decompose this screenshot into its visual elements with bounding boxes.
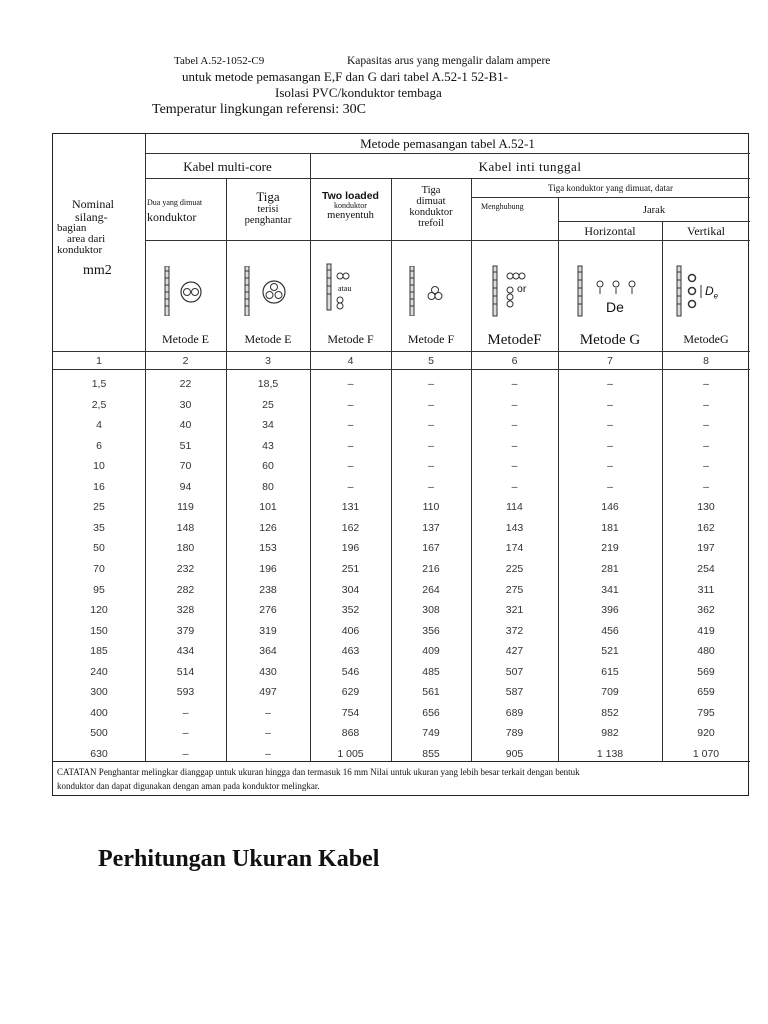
ampacity-cell: 341 [601, 583, 619, 596]
ampacity-cell: 593 [176, 686, 195, 699]
ampacity-cell: 80 [262, 480, 274, 493]
ampacity-cell: – [347, 480, 354, 493]
ampacity-cell: – [347, 398, 354, 411]
ampacity-cell: 308 [422, 604, 440, 617]
ampacity-cell: 251 [341, 562, 360, 575]
ampacity-cell: 216 [422, 562, 440, 575]
ampacity-cell: 264 [422, 583, 440, 596]
cross-section-cell: 400 [90, 706, 108, 719]
col3-label [226, 190, 310, 226]
table-row [53, 539, 750, 559]
table-row [53, 437, 750, 457]
or-label: or [517, 283, 527, 295]
ampacity-cell: 225 [505, 562, 524, 575]
ampacity-cell: 480 [697, 645, 715, 658]
ampacity-cell: 1 070 [692, 747, 720, 760]
three-touching-flat-icon [491, 264, 551, 324]
ampacity-cell: 920 [697, 727, 715, 740]
or-label: atau [338, 284, 352, 293]
caption-line-4: Temperatur lingkungan referensi: 30C [152, 102, 367, 117]
ampacity-cell: – [182, 747, 189, 760]
col1-label-line: silang- [75, 210, 108, 224]
ampacity-table [52, 133, 749, 796]
ampacity-cell: 615 [601, 665, 619, 678]
ampacity-cell: 276 [259, 604, 277, 617]
ampacity-cell: 40 [179, 419, 192, 432]
ampacity-cell: – [428, 460, 434, 473]
grid-line [558, 221, 750, 222]
ampacity-cell: – [511, 419, 518, 432]
cross-section-cell: 300 [90, 686, 108, 699]
caption-line-3: Isolasi PVC/konduktor tembaga [275, 85, 442, 100]
group-header: Metode pemasangan tabel A.52-1 [360, 136, 535, 151]
ampacity-cell: 328 [176, 604, 195, 617]
ampacity-cell: 51 [179, 439, 192, 452]
ampacity-cell: 319 [259, 624, 277, 637]
vertical-header: Vertikal [687, 224, 725, 238]
ampacity-cell: – [347, 439, 354, 452]
ampacity-cell: – [428, 419, 434, 432]
ampacity-cell: 196 [259, 562, 277, 575]
ampacity-cell: 855 [422, 747, 440, 760]
ampacity-cell: 396 [601, 604, 619, 617]
ampacity-cell: 561 [422, 686, 440, 699]
ampacity-cell: 689 [505, 706, 524, 719]
col1-label-line: Nominal [72, 197, 114, 211]
table-row [53, 683, 750, 703]
col6-label: Menghubung [481, 202, 524, 211]
table-row [53, 519, 750, 539]
method-label: Metode G [579, 332, 641, 348]
two-touching-single-core-drawing [325, 262, 380, 322]
column-number: 5 [428, 355, 434, 367]
col1-label-line: bagian [57, 222, 87, 234]
grid-line [145, 240, 750, 241]
ampacity-cell: 304 [341, 583, 360, 596]
ampacity-cell: 497 [259, 686, 277, 699]
col5-label-line: dimuat [416, 196, 446, 207]
col1-label-line: area dari [67, 233, 106, 245]
ampacity-cell: 94 [179, 480, 192, 493]
col4-label-line: konduktor [334, 201, 367, 210]
three-core-cable-icon [243, 266, 293, 316]
col5-label [391, 185, 471, 229]
ampacity-cell: 146 [601, 501, 619, 514]
ampacity-cell: 131 [341, 501, 360, 514]
table-row [53, 498, 750, 518]
col4-label-line: Two loaded [322, 190, 379, 202]
table-row [53, 642, 750, 662]
table-row [53, 704, 750, 724]
ampacity-cell: 126 [259, 521, 277, 534]
ampacity-cell: – [265, 727, 271, 740]
ampacity-cell: 137 [422, 521, 440, 534]
ampacity-cell: 43 [262, 439, 274, 452]
ampacity-cell: – [607, 419, 613, 432]
table-note [57, 765, 747, 793]
col4-label [310, 191, 391, 221]
ampacity-cell: 153 [259, 542, 277, 555]
ampacity-cell: – [511, 378, 518, 390]
ampacity-cell: – [703, 439, 709, 452]
ampacity-cell: 197 [697, 542, 715, 555]
ampacity-cell: – [511, 439, 518, 452]
ampacity-cell: 114 [506, 501, 523, 514]
table-row [53, 457, 750, 477]
ampacity-cell: – [511, 480, 518, 493]
table-row [53, 745, 750, 765]
ampacity-cell: 238 [259, 583, 277, 596]
ampacity-cell: 406 [341, 624, 360, 637]
cross-section-cell: 185 [90, 645, 108, 658]
ampacity-cell: – [182, 706, 189, 719]
ampacity-cell: – [511, 398, 518, 411]
ampacity-cell: 162 [697, 521, 715, 534]
grid-line [145, 153, 750, 154]
ampacity-cell: 430 [259, 665, 277, 678]
cross-section-cell: 10 [93, 460, 105, 473]
ampacity-cell: 143 [505, 521, 524, 534]
ampacity-cell: 463 [341, 645, 360, 658]
ampacity-cell: – [607, 398, 613, 411]
ampacity-cell: – [607, 480, 613, 493]
three-loaded-flat-header: Tiga konduktor yang dimuat, datar [548, 183, 673, 193]
trefoil-single-core-icon [408, 266, 458, 316]
single-core-header: Kabel inti tunggal [478, 159, 582, 174]
ampacity-cell: 281 [601, 562, 619, 575]
method-label: Metode F [407, 332, 455, 346]
spaced-horizontal-icon [576, 264, 656, 324]
ampacity-cell: 119 [177, 501, 194, 514]
cross-section-cell: 630 [90, 747, 108, 760]
table-row [53, 622, 750, 642]
caption-line-2: untuk metode pemasangan E,F dan G dari tabel A.52-1 52-B1- [182, 69, 509, 84]
cross-section-cell: 4 [96, 419, 102, 432]
ampacity-cell: 754 [341, 706, 360, 719]
method-label: MetodeG [683, 332, 729, 346]
column-number: 2 [182, 355, 189, 367]
col5-label-line: Tiga [421, 185, 441, 196]
ampacity-cell: – [703, 419, 709, 432]
table-reference: Tabel A.52-1052-C9 [174, 55, 265, 67]
ampacity-cell: 852 [601, 706, 619, 719]
ampacity-cell: – [703, 460, 709, 473]
ampacity-cell: 1 005 [337, 747, 364, 760]
ampacity-cell: 101 [259, 501, 277, 514]
ampacity-cell: 196 [341, 542, 360, 555]
col1-label [55, 198, 143, 280]
ampacity-cell: – [607, 439, 613, 452]
col3-label-line: penghantar [244, 215, 292, 226]
ampacity-cell: 254 [697, 562, 715, 575]
col5-label-line: trefoil [418, 218, 444, 229]
ampacity-cell: 419 [697, 624, 715, 637]
note-line-2: konduktor dan dapat digunakan dengan aman pada konduktor melingkar. [57, 781, 320, 791]
ampacity-cell: 18,5 [257, 378, 279, 390]
ampacity-cell: 409 [422, 645, 440, 658]
ampacity-cell: 356 [422, 624, 440, 637]
spaced-horizontal-drawing [576, 264, 656, 324]
col1-label-line: konduktor [57, 244, 103, 256]
de-subscript: e [713, 291, 719, 301]
ampacity-cell: 352 [341, 604, 360, 617]
caption-line-1: Kapasitas arus yang mengalir dalam ampere [347, 55, 551, 67]
ampacity-cell: 70 [179, 460, 192, 473]
spaced-vertical-icon [675, 264, 745, 324]
method-label: MetodeF [487, 332, 542, 348]
ampacity-cell: 521 [601, 645, 619, 658]
method-label: Metode E [162, 332, 209, 346]
ampacity-cell: 507 [505, 665, 524, 678]
grid-line [471, 197, 750, 198]
ampacity-cell: 275 [505, 583, 524, 596]
de-vertical-label [705, 285, 718, 302]
table-row [53, 416, 750, 436]
table-row [53, 724, 750, 744]
method-label: Metode E [244, 332, 292, 346]
col2-label [147, 198, 225, 224]
ampacity-cell: 485 [422, 665, 440, 678]
ampacity-cell: 982 [601, 727, 619, 740]
cross-section-cell: 70 [93, 562, 105, 575]
ampacity-cell: 456 [601, 624, 619, 637]
cross-section-cell: 1,5 [91, 378, 107, 390]
ampacity-cell: 514 [176, 665, 195, 678]
ampacity-cell: – [347, 419, 354, 432]
ampacity-cell: 434 [176, 645, 195, 658]
ampacity-cell: 789 [505, 727, 524, 740]
grid-line [145, 178, 750, 179]
ampacity-cell: 795 [697, 706, 715, 719]
ampacity-cell: 709 [601, 686, 619, 699]
col1-unit: mm2 [83, 263, 112, 278]
horizontal-header: Horizontal [584, 224, 636, 238]
ampacity-cell: – [428, 378, 434, 390]
ampacity-cell: – [347, 378, 354, 390]
ampacity-cell: 364 [259, 645, 277, 658]
ampacity-cell: – [607, 460, 613, 473]
de-letter: D [705, 284, 714, 298]
ampacity-cell: 905 [505, 747, 524, 760]
ampacity-cell: 321 [505, 604, 524, 617]
ampacity-cell: – [607, 378, 613, 390]
ampacity-cell: 219 [601, 542, 619, 555]
ampacity-cell: 130 [697, 501, 715, 514]
column-number: 6 [511, 355, 518, 367]
ampacity-cell: – [428, 439, 434, 452]
column-number: 8 [703, 355, 709, 367]
cross-section-cell: 50 [93, 542, 105, 555]
ampacity-cell: 22 [179, 378, 192, 390]
cross-section-cell: 120 [90, 604, 108, 617]
ampacity-cell: – [703, 480, 709, 493]
table-row [53, 560, 750, 580]
ampacity-cell: 629 [341, 686, 360, 699]
ampacity-cell: 180 [176, 542, 195, 555]
col2-label-line: Dua yang dimuat [147, 198, 203, 207]
ampacity-cell: 162 [341, 521, 360, 534]
ampacity-cell: – [511, 460, 518, 473]
table-row [53, 375, 750, 395]
multi-core-header: Kabel multi-core [183, 159, 272, 174]
ampacity-cell: 587 [505, 686, 524, 699]
ampacity-cell: – [347, 460, 354, 473]
ampacity-cell: – [703, 378, 709, 390]
column-number-row [53, 352, 750, 372]
cross-section-cell: 25 [93, 501, 105, 514]
cross-section-cell: 150 [90, 624, 108, 637]
table-row [53, 601, 750, 621]
ampacity-cell: 546 [341, 665, 360, 678]
de-label: De [606, 299, 624, 315]
col4-label-line: menyentuh [327, 210, 374, 221]
col3-label-line: terisi [257, 204, 279, 215]
cross-section-cell: 95 [93, 583, 105, 596]
two-touching-single-core-icon [325, 262, 380, 322]
table-row [53, 581, 750, 601]
column-number: 3 [265, 355, 271, 367]
cross-section-cell: 35 [93, 521, 105, 534]
ampacity-cell: 311 [697, 583, 715, 596]
ampacity-cell: 868 [341, 727, 360, 740]
ampacity-cell: 30 [179, 398, 192, 411]
cross-section-cell: 500 [90, 727, 108, 740]
col2-label-line: konduktor [147, 210, 197, 224]
spacing-header: Jarak [642, 205, 666, 216]
ampacity-cell: 1 138 [596, 747, 624, 760]
note-line-1: CATATAN Penghantar melingkar dianggap untuk ukuran hingga dan termasuk 16 mm Nilai untuk ukuran yang lebih besar terkait dengan bentuk [57, 767, 580, 777]
page-title: Perhitungan Ukuran Kabel [98, 846, 380, 872]
ampacity-cell: 427 [505, 645, 524, 658]
ampacity-cell: 749 [422, 727, 440, 740]
table-row [53, 396, 750, 416]
ampacity-cell: – [265, 747, 271, 760]
cross-section-cell: 16 [93, 480, 105, 493]
ampacity-cell: – [265, 706, 271, 719]
cross-section-cell: 6 [96, 439, 102, 452]
ampacity-cell: 372 [505, 624, 524, 637]
col3-label-line: Tiga [256, 189, 280, 204]
table-row [53, 663, 750, 683]
column-number: 7 [607, 355, 613, 367]
ampacity-cell: 379 [176, 624, 195, 637]
method-label: Metode F [327, 332, 374, 346]
two-core-cable-icon [163, 266, 208, 316]
ampacity-cell: 232 [176, 562, 195, 575]
cross-section-cell: 2,5 [91, 398, 107, 411]
ampacity-cell: 181 [601, 521, 619, 534]
table-caption [152, 55, 692, 117]
ampacity-cell: – [182, 727, 189, 740]
ampacity-cell: 34 [262, 419, 274, 432]
ampacity-cell: 174 [505, 542, 524, 555]
ampacity-cell: 25 [262, 398, 274, 411]
ampacity-cell: 569 [697, 665, 715, 678]
ampacity-cell: 148 [176, 521, 195, 534]
ampacity-cell: 60 [262, 460, 274, 473]
ampacity-cell: – [703, 398, 709, 411]
ampacity-cell: 362 [697, 604, 715, 617]
table-row [53, 478, 750, 498]
ampacity-cell: 167 [422, 542, 440, 555]
ampacity-cell: – [428, 398, 434, 411]
column-number: 1 [96, 355, 102, 367]
col5-label-line: konduktor [409, 207, 453, 218]
ampacity-cell: 110 [422, 501, 440, 514]
ampacity-cell: – [428, 480, 434, 493]
ampacity-cell: 659 [697, 686, 715, 699]
ampacity-cell: 282 [176, 583, 195, 596]
cross-section-cell: 240 [90, 665, 108, 678]
ampacity-cell: 656 [422, 706, 440, 719]
column-number: 4 [347, 355, 354, 367]
